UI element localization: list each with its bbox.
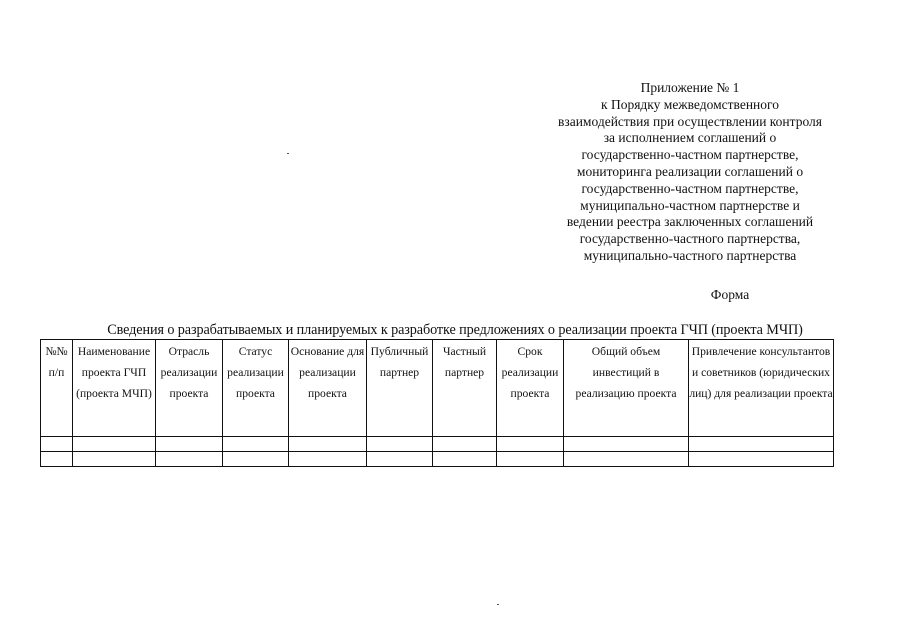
appendix-line: муниципально-частном партнерстве и xyxy=(580,197,800,213)
appendix-line: государственно-частного партнерства, xyxy=(579,231,801,247)
table-title: Сведения о разрабатываемых и планируемых к разработке предложениях о реализации проекта ГЧП (проекта МЧП) xyxy=(107,322,803,338)
table-cell xyxy=(689,452,834,467)
appendix-title: Приложение № 1 xyxy=(640,80,740,95)
appendix-line: ведении реестра заключенных соглашений xyxy=(566,214,814,230)
appendix-line: мониторинга реализации соглашений о xyxy=(576,163,804,179)
table-cell xyxy=(689,437,834,452)
column-header-project-name: Наименование проекта ГЧП (проекта МЧП) xyxy=(73,340,156,437)
table-row xyxy=(41,437,834,452)
table-cell xyxy=(156,452,223,467)
scan-speck xyxy=(287,153,289,154)
table-cell xyxy=(156,437,223,452)
column-header-consultants: Привлечение консультантов и советников (юридических лиц) для реализации проекта xyxy=(689,340,834,437)
column-header-public-partner: Публичный партнер xyxy=(367,340,433,437)
table-cell xyxy=(289,452,367,467)
appendix-block xyxy=(520,80,860,265)
appendix-line: за исполнением соглашений о xyxy=(603,130,777,146)
table-cell xyxy=(73,452,156,467)
appendix-line: муниципально-частного партнерства xyxy=(583,247,797,263)
table-cell xyxy=(41,452,73,467)
table-cell xyxy=(497,437,564,452)
table-cell xyxy=(223,437,289,452)
form-label: Форма xyxy=(710,287,750,302)
table-cell xyxy=(289,437,367,452)
appendix-line: к Порядку межведомственного xyxy=(601,96,779,112)
table-cell xyxy=(223,452,289,467)
table-cell xyxy=(367,452,433,467)
table-row xyxy=(41,452,834,467)
table-cell xyxy=(433,452,497,467)
column-header-industry: Отрасль реализации проекта xyxy=(156,340,223,437)
column-header-term: Срок реализации проекта xyxy=(497,340,564,437)
table-cell xyxy=(367,437,433,452)
table-cell xyxy=(564,452,689,467)
column-header-status: Статус реализации проекта xyxy=(223,340,289,437)
table-cell xyxy=(564,437,689,452)
column-header-private-partner: Частный партнер xyxy=(433,340,497,437)
column-header-number: №№ п/п xyxy=(41,340,73,437)
table-header-row xyxy=(41,340,834,437)
table-cell xyxy=(433,437,497,452)
scan-speck xyxy=(497,604,499,605)
column-header-basis: Основание для реализации проекта xyxy=(289,340,367,437)
table-cell xyxy=(41,437,73,452)
appendix-line: взаимодействия при осуществлении контроля xyxy=(558,113,822,129)
column-header-investment: Общий объем инвестиций в реализацию проекта xyxy=(564,340,689,437)
appendix-line: государственно-частном партнерстве, xyxy=(581,180,799,196)
report-table xyxy=(40,339,834,467)
table-cell xyxy=(497,452,564,467)
appendix-line: государственно-частном партнерстве, xyxy=(581,147,799,163)
table-cell xyxy=(73,437,156,452)
